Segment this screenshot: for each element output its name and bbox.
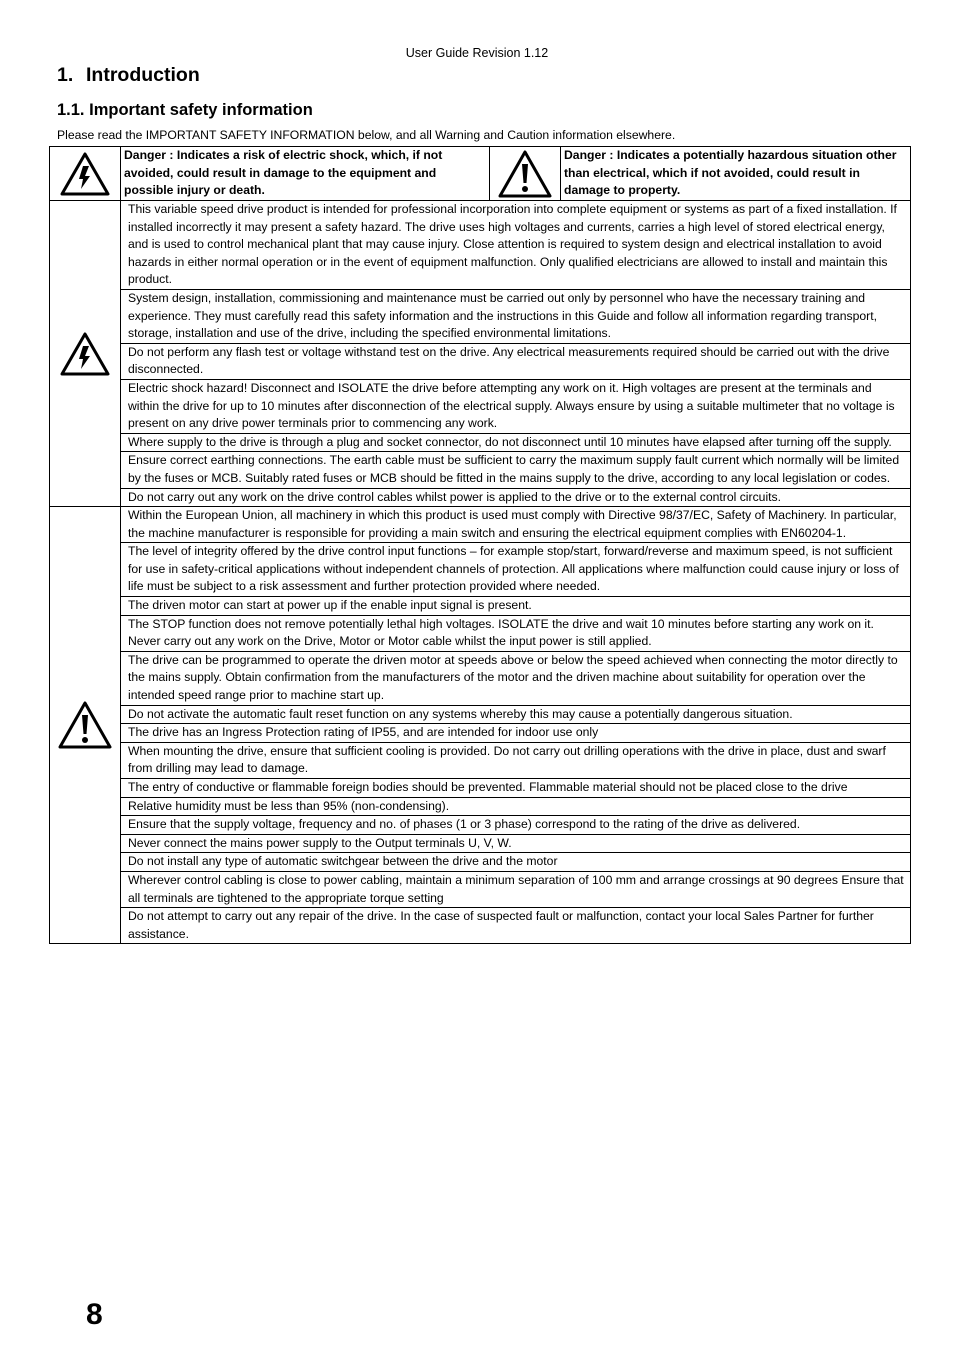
general-warning-item: When mounting the drive, ensure that sufficient cooling is provided. Do not carry out drilling operations with the drive in place, dust and swarf from drilling may lead to damage. <box>121 742 911 778</box>
electric-warning-item: Do not carry out any work on the drive control cables whilst power is applied to the drive or to the external control circuits. <box>121 488 911 507</box>
electric-warning-item: System design, installation, commissioning and maintenance must be carried out only by personnel who have the necessary training and experience. They must carefully read this safety information and the instructions in this Guide and follow all information regarding transport, storage, installation and use of the drive, including the specified environmental limitations. <box>121 289 911 343</box>
general-warning-item: Relative humidity must be less than 95% (non-condensing). <box>121 797 911 816</box>
warning-row <box>50 908 911 944</box>
warning-row <box>50 343 911 379</box>
general-warning-item: The STOP function does not remove potentially lethal high voltages. ISOLATE the drive and wait 10 minutes before starting any work on it. Never carry out any work on the Drive, Motor or Motor cable whilst the input power is still applied. <box>121 615 911 651</box>
page-number: 8 <box>86 1298 103 1331</box>
general-warning-item: The level of integrity offered by the drive control input functions – for example stop/start, forward/reverse and maximum speed, is not sufficient for use in safety-critical applications without independent channels of protection. All applications where malfunction could cause injury or loss of life must be subject to a risk assessment and further protection provided where needed. <box>121 543 911 597</box>
warning-row <box>50 379 911 433</box>
warning-row <box>50 742 911 778</box>
warning-row <box>50 816 911 835</box>
general-warning-item: Do not activate the automatic fault reset function on any systems whereby this may cause a potentially dangerous situation. <box>121 705 911 724</box>
warning-row <box>50 797 911 816</box>
warning-row <box>50 779 911 798</box>
warning-row <box>50 615 911 651</box>
warning-row <box>50 433 911 452</box>
electric-warning-item: Where supply to the drive is through a plug and socket connector, do not disconnect until 10 minutes have elapsed after turning off the supply. <box>121 433 911 452</box>
warning-row <box>50 488 911 507</box>
general-hazard-icon <box>50 507 121 944</box>
warning-row <box>50 289 911 343</box>
electric-hazard-icon <box>50 201 121 507</box>
intro-paragraph: Please read the IMPORTANT SAFETY INFORMATION below, and all Warning and Caution information elsewhere. <box>57 128 676 142</box>
general-warning-item: Within the European Union, all machinery in which this product is used must comply with Directive 98/37/EC, Safety of Machinery. In particular, the machine manufacturer is responsible for providing a main switch and ensuring the electrical equipment complies with EN60204-1. <box>121 507 911 543</box>
warning-row <box>50 452 911 488</box>
general-warning-item: Do not attempt to carry out any repair of the drive. In the case of suspected fault or malfunction, contact your local Sales Partner for further assistance. <box>121 908 911 944</box>
general-warning-item: The driven motor can start at power up if the enable input signal is present. <box>121 597 911 616</box>
electric-warnings <box>50 201 911 507</box>
general-warning-item: Wherever control cabling is close to power cabling, maintain a minimum separation of 100 mm and arrange crossings at 90 degrees Ensure that all terminals are tightened to the appropriate torque setting <box>121 871 911 907</box>
warning-row <box>50 543 911 597</box>
warning-row <box>50 834 911 853</box>
warning-row <box>50 507 911 543</box>
legend-row <box>50 147 911 201</box>
legend-electric-text: Danger : Indicates a risk of electric shock, which, if not avoided, could result in damage to the equipment and possible injury or death. <box>121 147 490 201</box>
electric-hazard-icon <box>50 147 121 201</box>
running-header: User Guide Revision 1.12 <box>405 46 549 60</box>
safety-table <box>49 146 911 944</box>
general-warning-item: Never connect the mains power supply to the Output terminals U, V, W. <box>121 834 911 853</box>
general-warning-item: The drive can be programmed to operate the driven motor at speeds above or below the speed achieved when connecting the motor directly to the mains supply. Obtain confirmation from the manufacturers of the motor and the driven machine about suitability for operation over the intended speed range prior to machine start up. <box>121 651 911 705</box>
warning-row <box>50 724 911 743</box>
warning-row <box>50 651 911 705</box>
electric-warning-item: Do not perform any flash test or voltage withstand test on the drive. Any electrical measurements required should be carried out with the drive disconnected. <box>121 343 911 379</box>
warning-row <box>50 201 911 290</box>
legend-general-text: Danger : Indicates a potentially hazardous situation other than electrical, which if not avoided, could result in damage to property. <box>561 147 911 201</box>
warning-row <box>50 853 911 872</box>
section-title: Introduction <box>86 64 200 86</box>
warning-row <box>50 871 911 907</box>
section-heading <box>57 64 200 87</box>
section-number: 1. <box>57 64 74 86</box>
electric-warning-item: This variable speed drive product is intended for professional incorporation into complete equipment or systems as part of a fixed installation. If installed incorrectly it may present a safety hazard. The drive uses high voltages and currents, carries a high level of stored electrical energy, and is used to control mechanical plant that may cause injury. Close attention is required to system design and electrical installation to avoid hazards in either normal operation or in the event of equipment malfunction. Only qualified electricians are allowed to install and maintain this product. <box>121 201 911 290</box>
warning-row <box>50 597 911 616</box>
general-hazard-icon <box>490 147 561 201</box>
electric-warning-item: Ensure correct earthing connections. The earth cable must be sufficient to carry the maximum supply fault current which normally will be limited by the fuses or MCB. Suitably rated fuses or MCB should be fitted in the mains supply to the drive, according to any local legislation or codes. <box>121 452 911 488</box>
general-warning-item: Ensure that the supply voltage, frequency and no. of phases (1 or 3 phase) correspond to the rating of the drive as delivered. <box>121 816 911 835</box>
general-warning-item: Do not install any type of automatic switchgear between the drive and the motor <box>121 853 911 872</box>
general-warning-item: The drive has an Ingress Protection rating of IP55, and are intended for indoor use only <box>121 724 911 743</box>
general-warning-item: The entry of conductive or flammable foreign bodies should be prevented. Flammable material should not be placed close to the drive <box>121 779 911 798</box>
warning-row <box>50 705 911 724</box>
subsection-heading: 1.1. Important safety information <box>57 101 313 119</box>
electric-warning-item: Electric shock hazard! Disconnect and ISOLATE the drive before attempting any work on it. High voltages are present at the terminals and within the drive for up to 10 minutes after disconnection of the electrical supply. Always ensure by using a suitable multimeter that no voltage is present on any drive power terminals prior to commencing any work. <box>121 379 911 433</box>
general-warnings <box>50 507 911 944</box>
